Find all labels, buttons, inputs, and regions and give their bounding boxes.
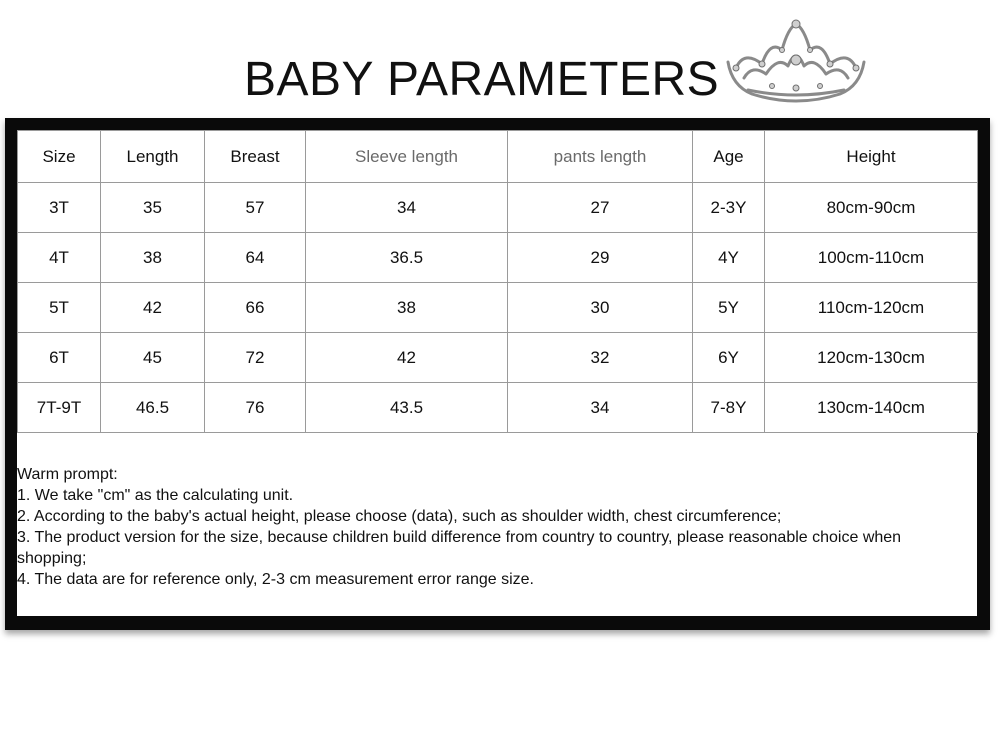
cell-age: 6Y [693, 333, 765, 383]
cell-size: 4T [18, 233, 101, 283]
table-row [18, 183, 978, 233]
size-table [17, 130, 978, 433]
cell-breast: 76 [205, 383, 306, 433]
header-age: Age [693, 131, 765, 183]
cell-sleeve-length: 34 [306, 183, 508, 233]
header-breast: Breast [205, 131, 306, 183]
cell-length: 35 [101, 183, 205, 233]
cell-age: 2-3Y [693, 183, 765, 233]
cell-age: 5Y [693, 283, 765, 333]
cell-size: 3T [18, 183, 101, 233]
note-item: 3. The product version for the size, because children build difference from country to country, please reasonable choice when shopping; [17, 529, 902, 567]
cell-length: 42 [101, 283, 205, 333]
header-pants-length: pants length [508, 131, 693, 183]
notes-heading: Warm prompt: [17, 466, 118, 483]
cell-length: 38 [101, 233, 205, 283]
cell-height: 80cm-90cm [765, 183, 978, 233]
header-sleeve-length: Sleeve length [306, 131, 508, 183]
size-chart-frame [5, 118, 990, 630]
cell-breast: 57 [205, 183, 306, 233]
page-title: BABY PARAMETERS [244, 53, 720, 106]
header-size: Size [18, 131, 101, 183]
size-chart-panel [17, 130, 977, 616]
cell-height: 130cm-140cm [765, 383, 978, 433]
cell-height: 110cm-120cm [765, 283, 978, 333]
table-row [18, 333, 978, 383]
cell-pants-length: 32 [508, 333, 693, 383]
cell-pants-length: 34 [508, 383, 693, 433]
table-row [18, 383, 978, 433]
cell-size: 5T [18, 283, 101, 333]
cell-breast: 64 [205, 233, 306, 283]
cell-length: 46.5 [101, 383, 205, 433]
cell-breast: 72 [205, 333, 306, 383]
table-row [18, 283, 978, 333]
cell-pants-length: 29 [508, 233, 693, 283]
cell-pants-length: 27 [508, 183, 693, 233]
tiara-crown-icon [722, 16, 870, 108]
table-header-row [18, 131, 978, 183]
notes-block [17, 464, 972, 590]
cell-age: 4Y [693, 233, 765, 283]
cell-sleeve-length: 38 [306, 283, 508, 333]
note-item: 1. We take "cm" as the calculating unit. [17, 487, 294, 504]
cell-pants-length: 30 [508, 283, 693, 333]
cell-sleeve-length: 43.5 [306, 383, 508, 433]
header-height: Height [765, 131, 978, 183]
table-row [18, 233, 978, 283]
header-length: Length [101, 131, 205, 183]
note-item: 4. The data are for reference only, 2-3 cm measurement error range size. [17, 571, 534, 588]
cell-length: 45 [101, 333, 205, 383]
cell-height: 100cm-110cm [765, 233, 978, 283]
cell-size: 6T [18, 333, 101, 383]
cell-height: 120cm-130cm [765, 333, 978, 383]
cell-sleeve-length: 36.5 [306, 233, 508, 283]
cell-sleeve-length: 42 [306, 333, 508, 383]
note-item: 2. According to the baby's actual height, please choose (data), such as shoulder width, chest circumference; [17, 508, 782, 525]
cell-breast: 66 [205, 283, 306, 333]
cell-age: 7-8Y [693, 383, 765, 433]
cell-size: 7T-9T [18, 383, 101, 433]
